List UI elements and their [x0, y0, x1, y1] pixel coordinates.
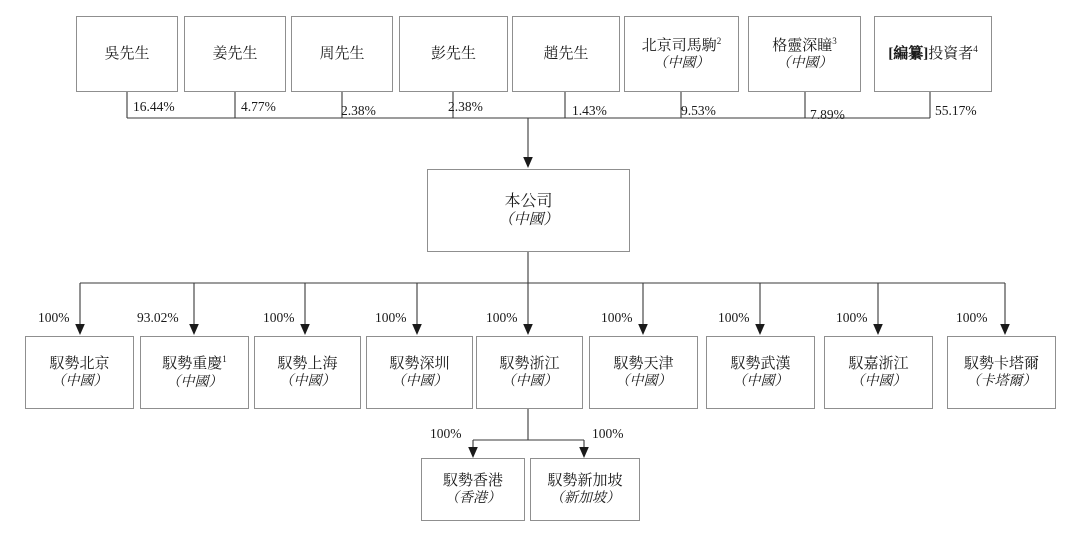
subsidiary-name: 馭勢天津 — [613, 355, 674, 372]
subsidiary-jurisdiction: （中國） — [51, 374, 108, 390]
shareholder-node-0[interactable] — [76, 16, 178, 92]
ownership-pct-grandchild-0: 100% — [430, 426, 462, 441]
subsidiary-name: 馭嘉浙江 — [848, 355, 909, 372]
ownership-pct-shareholder-6: 7.89% — [810, 107, 845, 122]
shareholder-name: 彭先生 — [430, 45, 476, 62]
subsidiary-name: 馭勢重慶$^1$ — [162, 354, 227, 373]
ownership-pct-subsidiary-8: 100% — [956, 310, 988, 325]
shareholder-name: 周先生 — [319, 45, 365, 62]
footnote-marker: 4 — [973, 44, 978, 55]
shareholder-jurisdiction: （中國） — [776, 56, 833, 72]
ownership-pct-subsidiary-0: 100% — [38, 310, 70, 325]
subsidiary-name: 馭勢上海 — [277, 355, 338, 372]
ownership-pct-shareholder-5: 9.53% — [681, 103, 716, 118]
subsidiary-node-5[interactable] — [589, 336, 698, 409]
grandchild-name: 馭勢新加坡 — [547, 472, 623, 489]
subsidiary-jurisdiction: （中國） — [166, 374, 223, 390]
subsidiary-name: 馭勢浙江 — [499, 355, 560, 372]
subsidiary-node-2[interactable] — [254, 336, 361, 409]
ownership-pct-subsidiary-3: 100% — [375, 310, 407, 325]
shareholder-node-7[interactable] — [874, 16, 992, 92]
ownership-pct-shareholder-7: 55.17% — [935, 103, 977, 118]
shareholder-node-6[interactable] — [748, 16, 861, 92]
shareholder-name: 北京司馬駒$^2$ — [641, 35, 722, 54]
ownership-pct-shareholder-0: 16.44% — [133, 99, 175, 114]
subsidiary-node-8[interactable] — [947, 336, 1056, 409]
ownership-pct-subsidiary-1: 93.02% — [137, 310, 179, 325]
shareholder-name: 格靈深瞳$^3$ — [772, 35, 837, 54]
shareholder-jurisdiction: （中國） — [653, 56, 710, 72]
ownership-pct-subsidiary-4: 100% — [486, 310, 518, 325]
ownership-pct-subsidiary-5: 100% — [601, 310, 633, 325]
subsidiary-jurisdiction: （中國） — [391, 374, 448, 390]
company-jurisdiction: （中國） — [498, 212, 559, 229]
company-node[interactable] — [427, 169, 630, 252]
shareholder-node-1[interactable] — [184, 16, 286, 92]
subsidiary-node-4[interactable] — [476, 336, 583, 409]
shareholder-name: 姜先生 — [212, 45, 258, 62]
shareholder-node-4[interactable] — [512, 16, 620, 92]
shareholder-node-3[interactable] — [399, 16, 508, 92]
footnote-marker: 3 — [832, 35, 837, 46]
subsidiary-name: 馭勢卡塔爾 — [963, 355, 1039, 372]
company-name: 本公司 — [504, 192, 553, 210]
ownership-pct-subsidiary-7: 100% — [836, 310, 868, 325]
ownership-pct-subsidiary-6: 100% — [718, 310, 750, 325]
grandchild-node-1[interactable] — [530, 458, 640, 521]
subsidiary-jurisdiction: （中國） — [615, 374, 672, 390]
grandchild-jurisdiction: （香港） — [445, 491, 501, 507]
subsidiary-node-6[interactable] — [706, 336, 815, 409]
grandchild-jurisdiction: （新加坡） — [550, 491, 620, 507]
subsidiary-jurisdiction: （中國） — [279, 374, 336, 390]
footnote-marker: 1 — [222, 354, 227, 365]
subsidiary-node-0[interactable] — [25, 336, 134, 409]
grandchild-node-0[interactable] — [421, 458, 525, 521]
shareholder-name: 吳先生 — [104, 45, 150, 62]
subsidiary-jurisdiction: （中國） — [501, 374, 558, 390]
ownership-pct-subsidiary-2: 100% — [263, 310, 295, 325]
shareholder-node-2[interactable] — [291, 16, 393, 92]
ownership-pct-grandchild-1: 100% — [592, 426, 624, 441]
footnote-marker: 2 — [716, 35, 722, 46]
subsidiary-node-3[interactable] — [366, 336, 473, 409]
shareholder-name: 趙先生 — [543, 45, 589, 62]
subsidiary-jurisdiction: （中國） — [732, 374, 789, 390]
shareholder-node-5[interactable] — [624, 16, 739, 92]
subsidiary-name: 馭勢深圳 — [389, 355, 450, 372]
subsidiary-name: 馭勢北京 — [49, 355, 110, 372]
subsidiary-name: 馭勢武漢 — [730, 355, 791, 372]
ownership-pct-shareholder-2: 2.38% — [341, 103, 376, 118]
ownership-pct-shareholder-4: 1.43% — [572, 103, 607, 118]
ownership-pct-shareholder-1: 4.77% — [241, 99, 276, 114]
ownership-pct-shareholder-3: 2.38% — [448, 99, 483, 114]
grandchild-name: 馭勢香港 — [442, 472, 503, 489]
shareholder-name: [編纂]投資者$^4$ — [888, 44, 978, 63]
subsidiary-jurisdiction: （中國） — [850, 374, 907, 390]
subsidiary-node-7[interactable] — [824, 336, 933, 409]
subsidiary-jurisdiction: （卡塔爾） — [966, 374, 1037, 390]
subsidiary-node-1[interactable] — [140, 336, 249, 409]
